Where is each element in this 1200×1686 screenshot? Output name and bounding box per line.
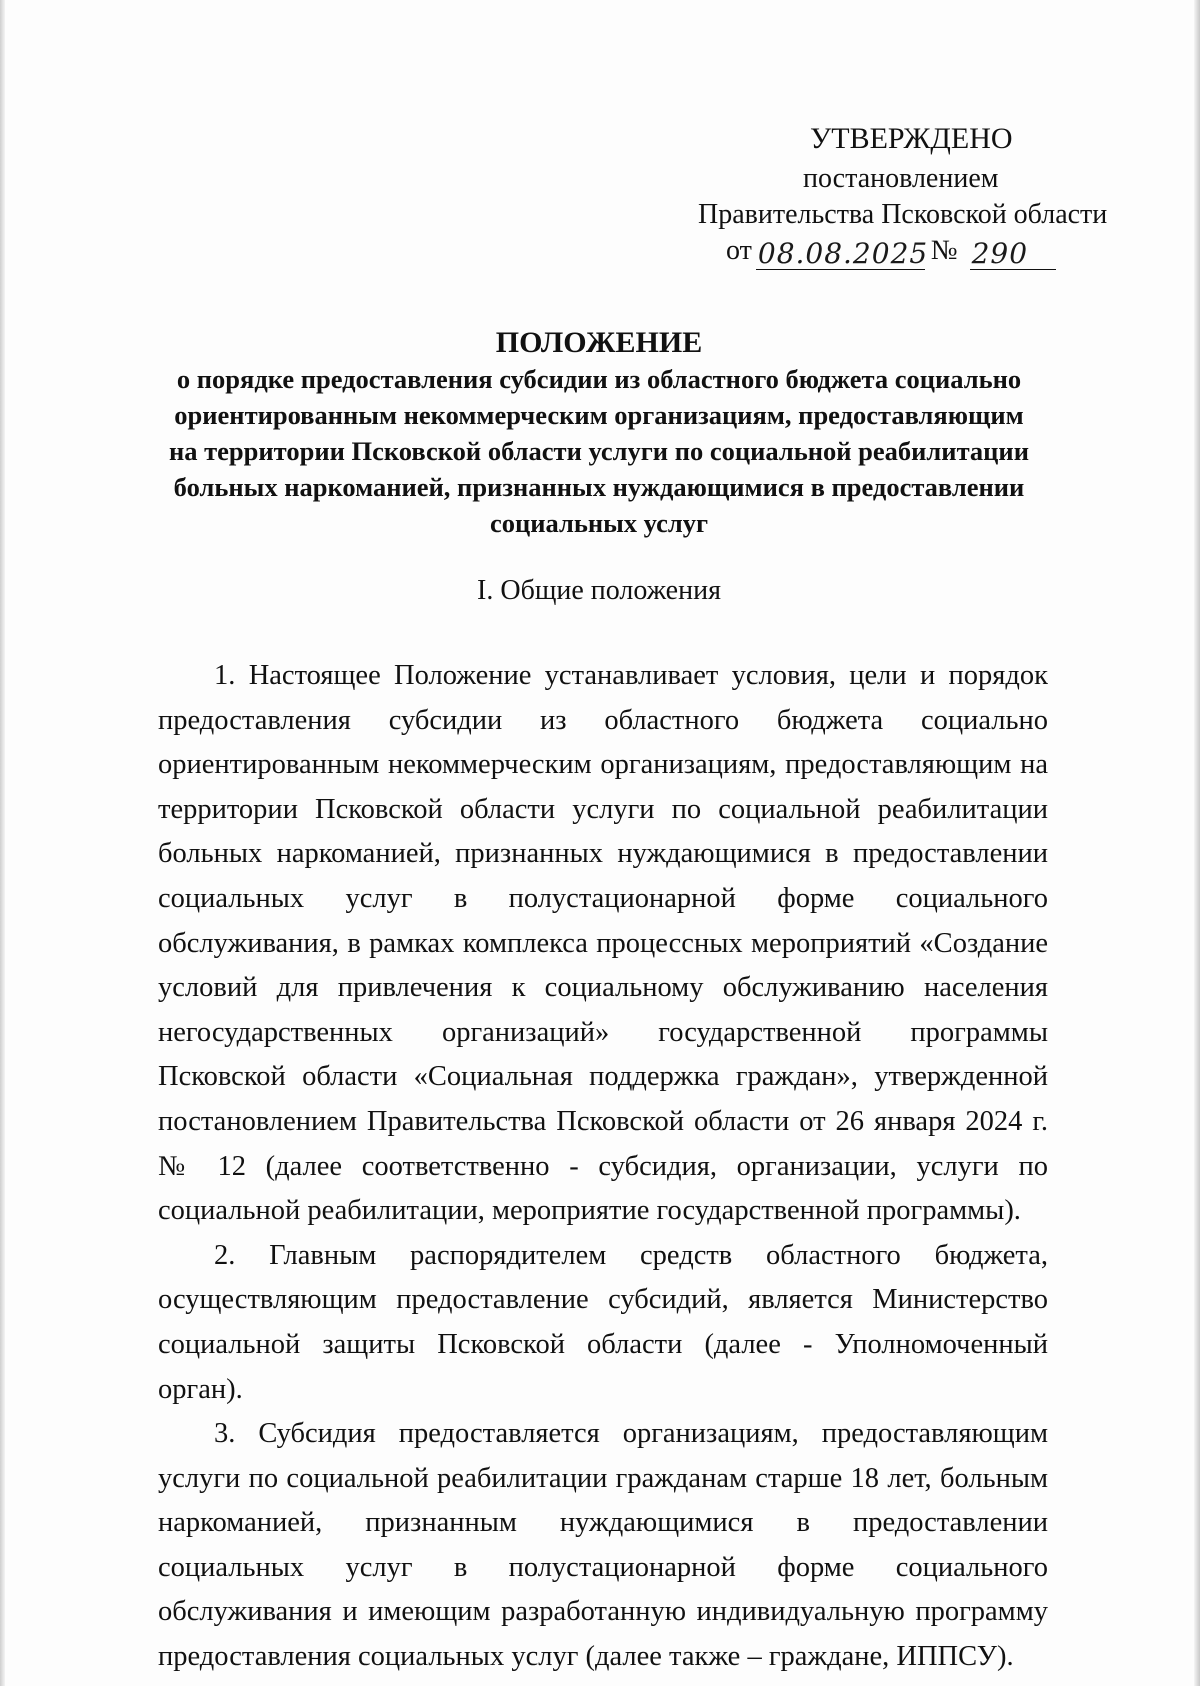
heading-line: ориентированным некоммерческим организациям, предоставляющим bbox=[174, 400, 1024, 430]
heading-line: социальных услуг bbox=[489, 508, 709, 538]
approval-subtitle: постановлением bbox=[803, 163, 999, 194]
document-heading bbox=[150, 323, 1048, 541]
heading-line: больных наркоманией, признанных нуждающимися в предоставлении bbox=[173, 472, 1025, 502]
handwritten-number: 290 bbox=[970, 239, 1056, 270]
document-body bbox=[158, 654, 1048, 1680]
paragraph-2: 2. Главным распорядителем средств областного бюджета, осуществляющим предоставление субсидий, является Министерство социальной защиты Псковской области (далее - Уполномоченный орган). bbox=[158, 1239, 1048, 1405]
approval-date-row bbox=[726, 232, 1056, 270]
number-label: № bbox=[930, 235, 958, 266]
heading-line: на территории Псковской области услуги по социальной реабилитации bbox=[169, 436, 1029, 466]
paragraph-3: 3. Субсидия предоставляется организациям, предоставляющим услуги по социальной реабилитации гражданам старше 18 лет, больным наркоманией, признанным нуждающимися в предоставлении социальных услуг в полустационарной форме социального обслуживания и имеющим разработанную индивидуальную программу предоставления социальных услуг (далее также – граждане, ИППСУ). bbox=[158, 1418, 1048, 1673]
scan-edge-left bbox=[0, 0, 5, 1686]
date-label: от bbox=[726, 235, 752, 266]
document-title: ПОЛОЖЕНИЕ bbox=[495, 326, 703, 359]
section-title: I. Общие положения bbox=[477, 575, 721, 606]
scan-edge-right bbox=[1194, 0, 1200, 1686]
heading-line: о порядке предоставления субсидии из областного бюджета социально bbox=[176, 364, 1022, 394]
paragraph-1: 1. Настоящее Положение устанавливает условия, цели и порядок предоставления субсидии из областного бюджета социально ориентированным некоммерческим организациям, предоставляющим на территории Псковской области услуги по социальной реабилитации больных наркоманией, признанных нуждающимися в предоставлении социальных услуг в полустационарной форме социального обслуживания, в рамках комплекса процессных мероприятий «Создание условий для привлечения к социальному обслуживанию населения негосударственных организаций» государственной программы Псковской области «Социальная поддержка граждан», утвержденной постановлением Правительства Псковской области от 26 января 2024 г. № 12 (далее соответственно - субсидия, организации, услуги по социальной реабилитации, мероприятие государственной программы). bbox=[158, 660, 1048, 1227]
approval-authority: Правительства Псковской области bbox=[698, 199, 1108, 230]
approval-title: УТВЕРЖДЕНО bbox=[810, 122, 1013, 155]
handwritten-date: 08.08.2025 bbox=[757, 237, 929, 270]
